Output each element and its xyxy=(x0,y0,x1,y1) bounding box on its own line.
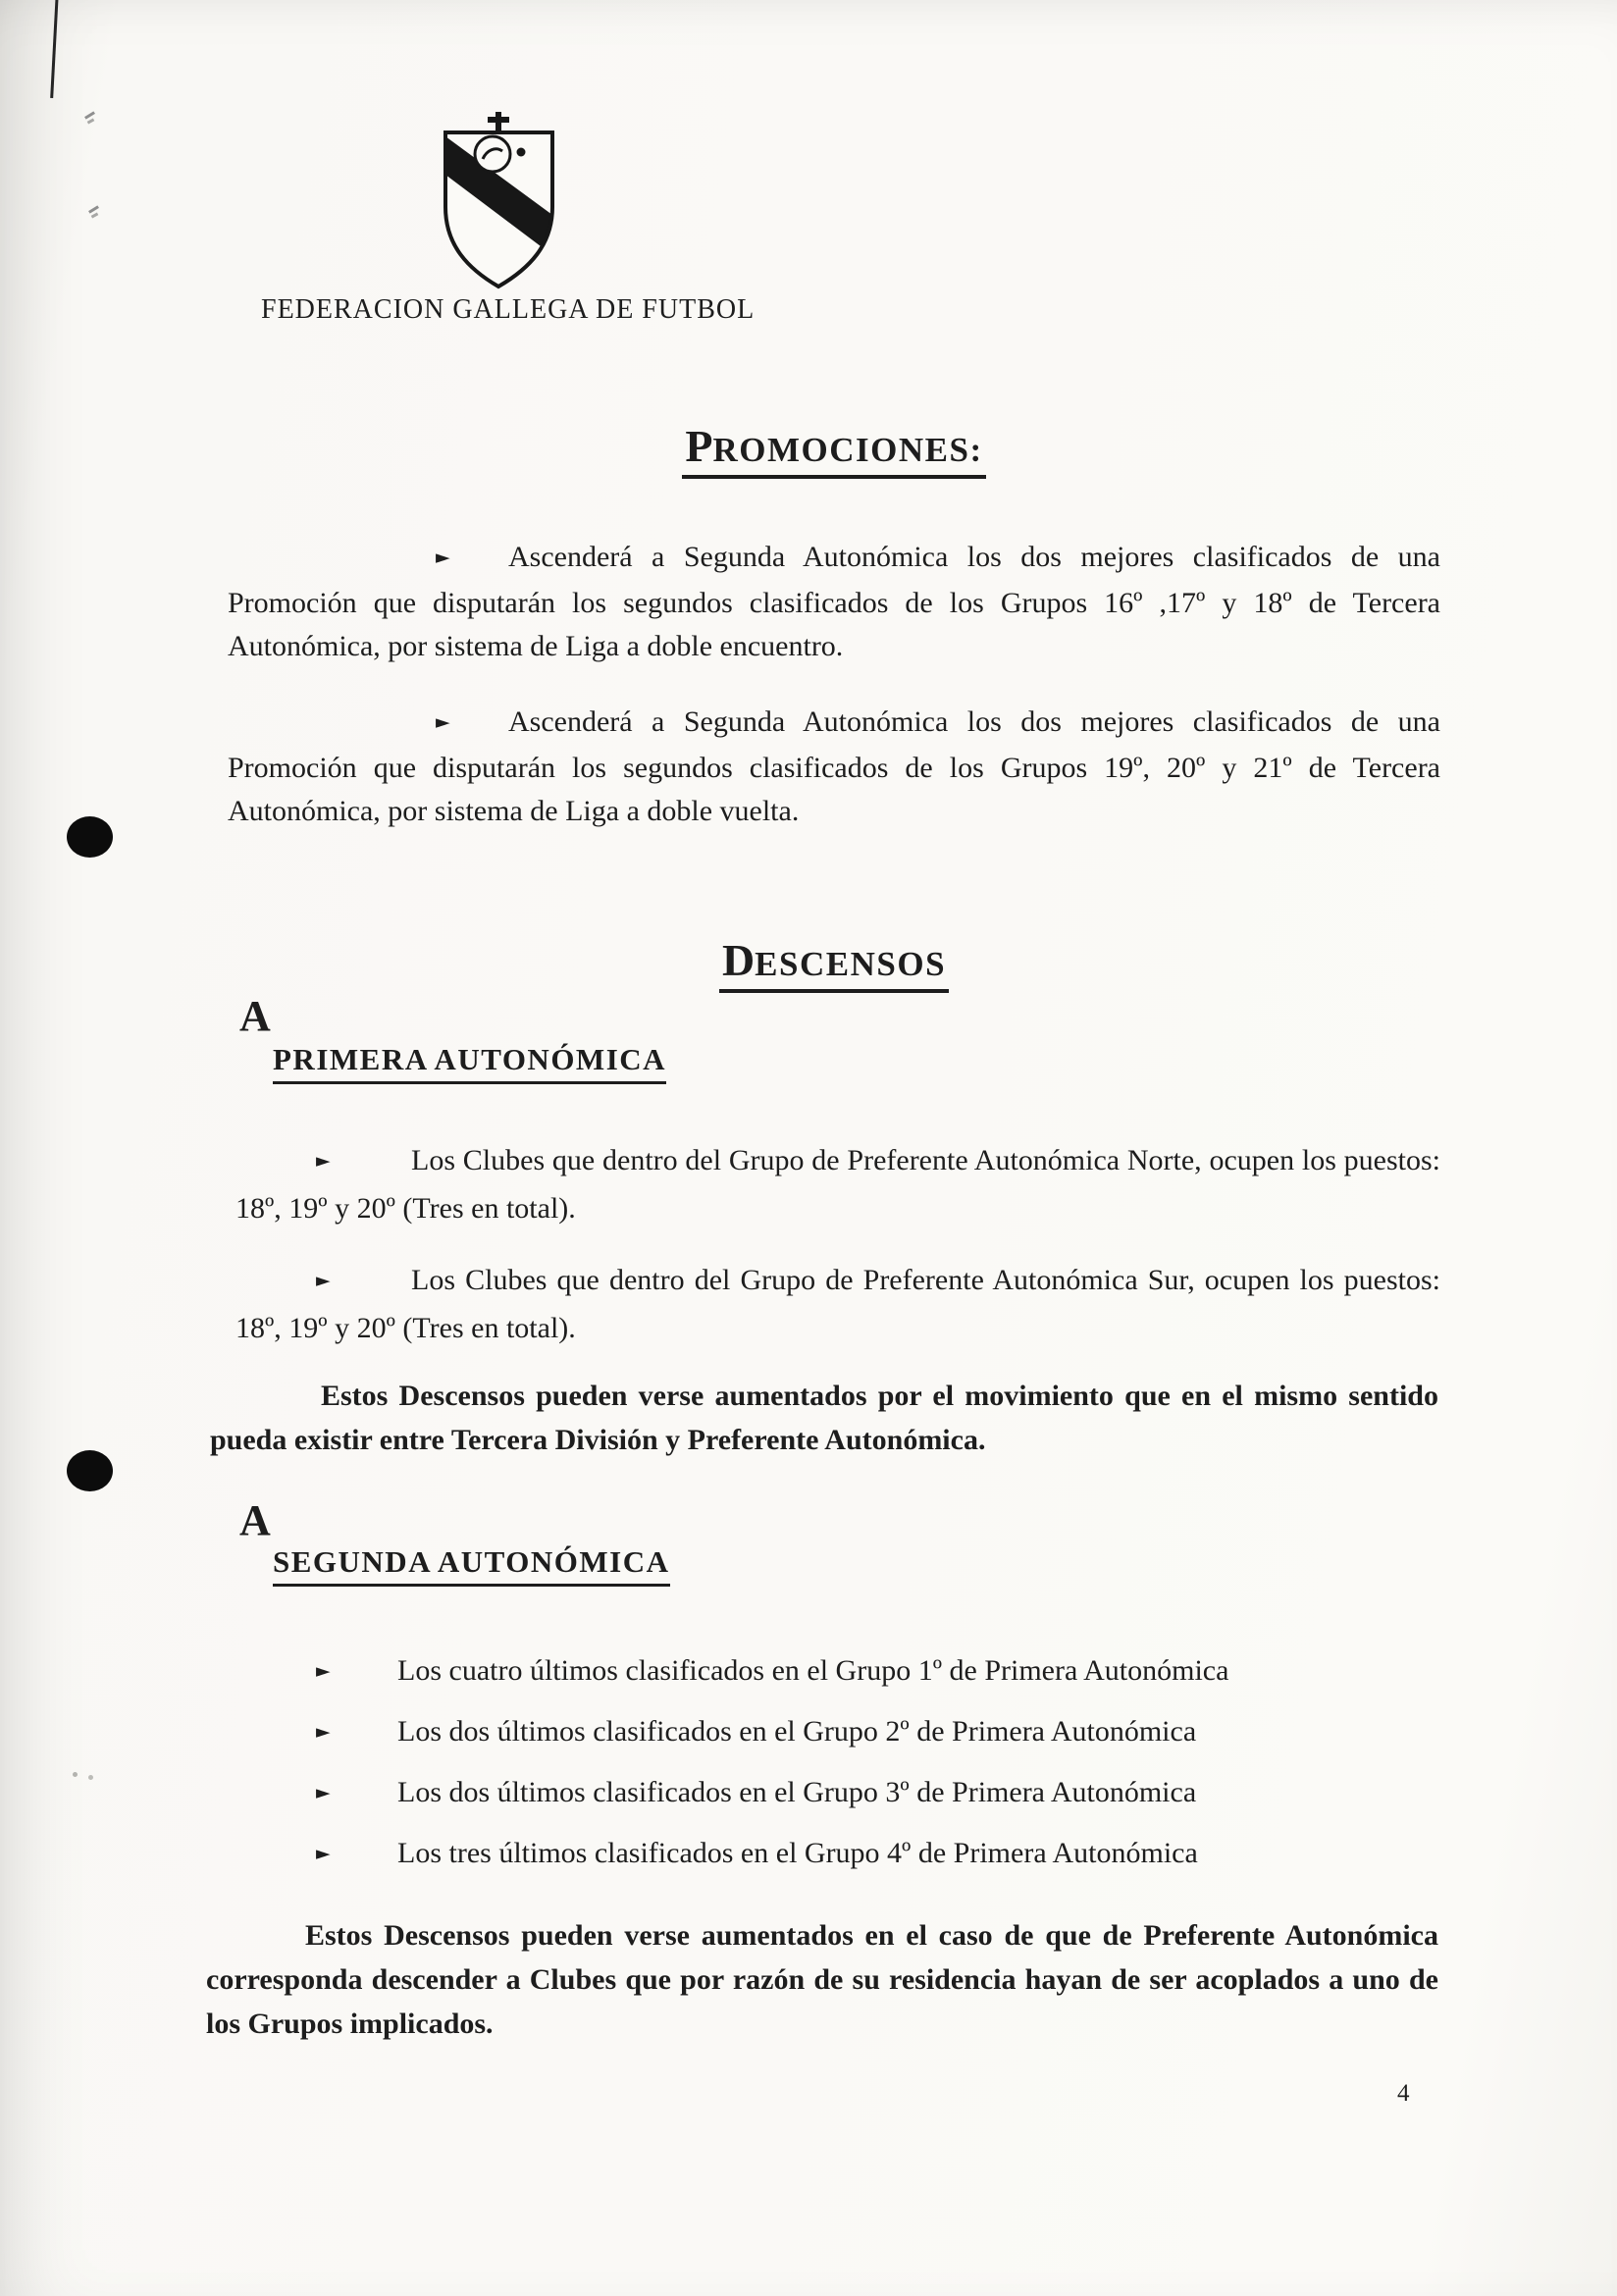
bullet-icon: ► xyxy=(436,711,450,733)
federation-crest-logo xyxy=(430,112,569,296)
bullet-icon: ► xyxy=(316,1660,331,1682)
list-item-text: Los dos últimos clasificados en el Grupo 2º de Primera Autonómica xyxy=(397,1715,1197,1748)
hole-punch-mark xyxy=(67,1450,113,1491)
section-letter: A xyxy=(239,1496,271,1544)
bullet-icon: ► xyxy=(316,1270,331,1291)
bullet-icon: ► xyxy=(316,1782,331,1803)
promotion-paragraph-text: Ascenderá a Segunda Autonómica los dos mejores clasificados de una Promoción que disputarán los segundos clasificados de los Grupos 16º ,17º y 18º de Tercera Autonómica, por sistema de Liga a doble encuentro. xyxy=(228,541,1440,662)
descensos-title xyxy=(228,934,1440,993)
list-item xyxy=(235,1649,1491,1696)
bullet-icon: ► xyxy=(316,1843,331,1864)
relegation-item-text: Los Clubes que dentro del Grupo de Preferente Autonómica Norte, ocupen los puestos: 18º, 19º y 20º (Tres en total). xyxy=(235,1144,1440,1225)
title-rest: ROMOCIONES: xyxy=(712,431,983,469)
list-item-text: Los dos últimos clasificados en el Grupo 3º de Primera Autonómica xyxy=(397,1776,1197,1808)
promotion-paragraph-text: Ascenderá a Segunda Autonómica los dos mejores clasificados de una Promoción que disputarán los segundos clasificados de los Grupos 19º, 20º y 21º de Tercera Autonómica, por sistema de Liga a doble vuelta. xyxy=(228,705,1440,827)
promotion-paragraph xyxy=(228,536,1440,668)
list-item-text: Los cuatro últimos clasificados en el Grupo 1º de Primera Autonómica xyxy=(397,1654,1229,1687)
relegation-item xyxy=(235,1138,1440,1230)
primera-autonomica-heading: PRIMERA AUTONÓMICA xyxy=(273,1042,666,1084)
promociones-title xyxy=(228,420,1440,479)
scan-artifact-line xyxy=(50,0,59,98)
hole-punch-mark xyxy=(67,816,113,858)
descensos-title-underline xyxy=(719,934,949,993)
segunda-autonomica-heading: SEGUNDA AUTONÓMICA xyxy=(273,1544,670,1587)
pencil-mark xyxy=(73,1772,78,1777)
page-number: 4 xyxy=(1397,2080,1410,2107)
descensos-note: Estos Descensos pueden verse aumentados por el movimiento que en el mismo sentido pueda existir entre Tercera División y Preferente Autonómica. xyxy=(210,1380,1438,1456)
bullet-icon: ► xyxy=(316,1150,331,1172)
list-item-text: Los tres últimos clasificados en el Grupo 4º de Primera Autonómica xyxy=(397,1837,1198,1869)
bullet-icon: ► xyxy=(316,1721,331,1743)
pencil-mark xyxy=(86,206,102,218)
relegation-item xyxy=(235,1258,1440,1350)
relegation-item-text: Los Clubes que dentro del Grupo de Preferente Autonómica Sur, ocupen los puestos: 18º, 19º y 20º (Tres en total). xyxy=(235,1264,1440,1344)
list-item xyxy=(235,1832,1491,1878)
title-rest: ESCENSOS xyxy=(755,945,947,983)
title-initial-letter: P xyxy=(685,421,713,471)
pencil-mark xyxy=(82,112,98,124)
section-letter: A xyxy=(239,992,271,1040)
descensos-note: Estos Descensos pueden verse aumentados en el caso de que de Preferente Autonómica corresponda descender a Clubes que por razón de su residencia hayan de ser acoplados a uno de los Grupos implicados. xyxy=(206,1919,1438,2040)
title-initial-letter: D xyxy=(721,935,756,985)
federation-name: FEDERACION GALLEGA DE FUTBOL xyxy=(261,294,756,325)
promociones-title-underline xyxy=(682,420,985,479)
bullet-icon: ► xyxy=(436,547,450,568)
promotion-paragraph xyxy=(228,701,1440,833)
list-item xyxy=(235,1710,1491,1756)
list-item xyxy=(235,1771,1491,1817)
